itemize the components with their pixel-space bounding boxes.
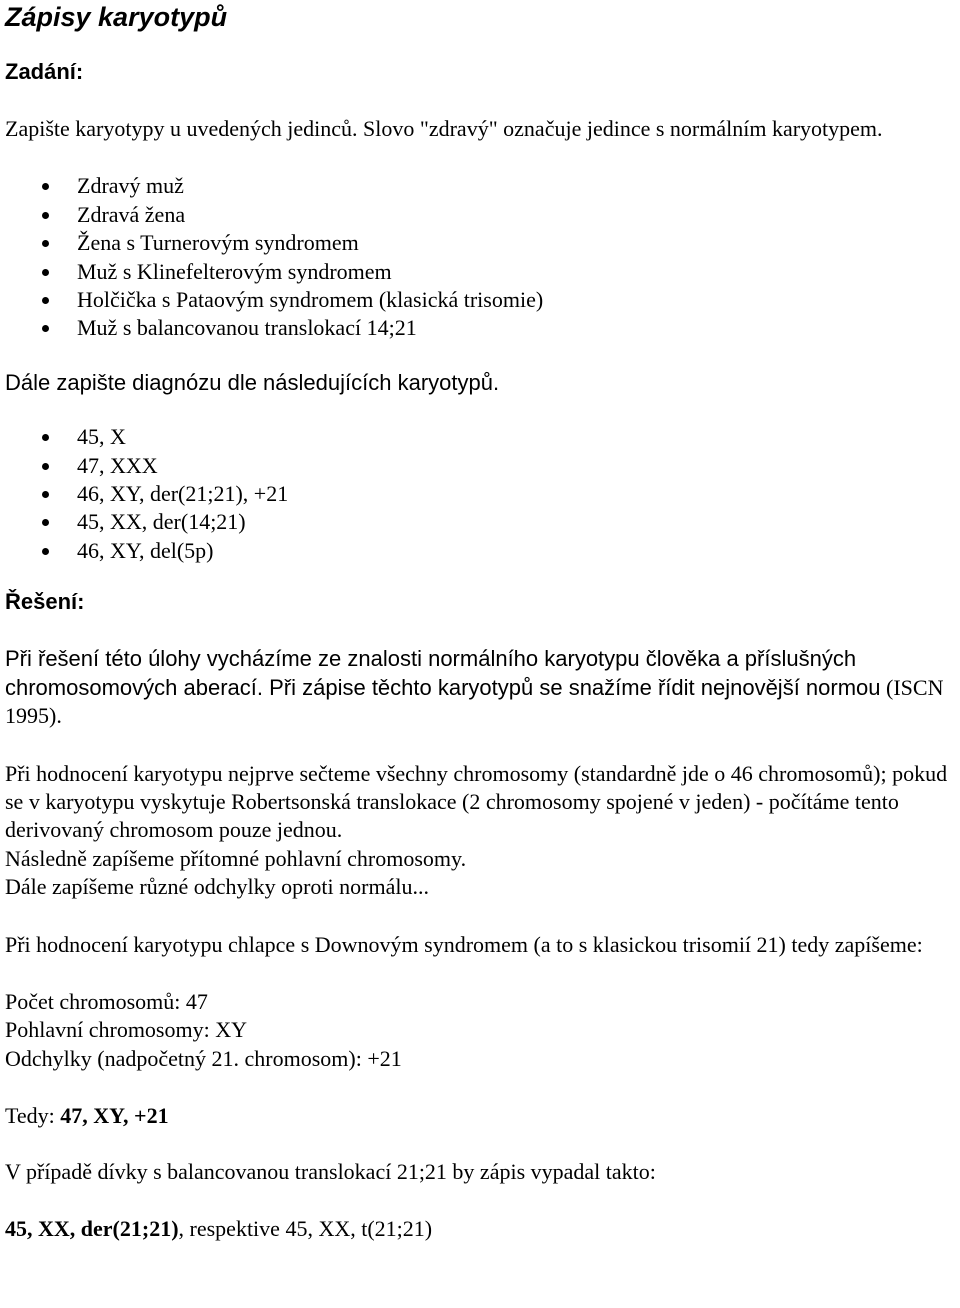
- diagnosis-intro: Dále zapište diagnózu dle následujících karyotypů.: [5, 369, 500, 395]
- list-item: 45, X: [5, 423, 957, 451]
- result-line: [5, 1102, 957, 1130]
- sex-chromosomes-line: Pohlavní chromosomy: XY: [5, 1017, 247, 1043]
- paragraph-line: Dále zapíšeme různé odchylky oproti normálu...: [5, 874, 429, 900]
- final-karyotype-bold: 45, XX, der(21;21): [5, 1215, 179, 1241]
- deviation-line: Odchylky (nadpočetný 21. chromosom): +21: [5, 1045, 402, 1071]
- assignment-heading: Zadání:: [5, 59, 84, 84]
- bullet-icon: [42, 240, 49, 247]
- list-item: Muž s balancovanou translokací 14;21: [5, 314, 957, 342]
- karyotype-list: [5, 423, 957, 565]
- result-value: 47, XY, +21: [60, 1103, 169, 1129]
- bullet-icon: [42, 548, 49, 555]
- persons-list: [5, 172, 957, 342]
- bullet-icon: [42, 491, 49, 498]
- karyotype-summary: [5, 988, 957, 1073]
- girl-translocation-line: V případě dívky s balancovanou translokací 21;21 by zápis vypadal takto:: [5, 1158, 656, 1184]
- solution-paragraph-1-text: Při řešení této úlohy vycházíme ze znalosti normálního karyotypu člověka a příslušných chromosomových aberací. Při zápise těchto karyotypů se snažíme řídit nejnovější normou: [5, 646, 881, 700]
- list-item: 46, XY, del(5p): [5, 537, 957, 565]
- bullet-icon: [42, 212, 49, 219]
- bullet-icon: [42, 434, 49, 441]
- final-karyotype-line: [5, 1215, 957, 1243]
- solution-heading: Řešení:: [5, 589, 85, 615]
- bullet-icon: [42, 519, 49, 526]
- solution-paragraph-1-norm: (ISCN 1995).: [5, 674, 944, 729]
- bullet-icon: [42, 463, 49, 470]
- paragraph-line: Následně zapíšeme přítomné pohlavní chromosomy.: [5, 845, 467, 871]
- final-karyotype-alt: , respektive 45, XX, t(21;21): [178, 1215, 433, 1241]
- page-title: Zápisy karyotypů: [5, 2, 228, 32]
- list-item: Zdravý muž: [5, 172, 957, 200]
- list-item: Muž s Klinefelterovým syndromem: [5, 258, 957, 286]
- list-item: Žena s Turnerovým syndromem: [5, 229, 957, 257]
- solution-paragraph-1: [5, 645, 957, 730]
- solution-paragraph-2: [5, 760, 957, 902]
- result-label: Tedy:: [5, 1103, 61, 1129]
- paragraph-line: Při hodnocení karyotypu nejprve sečteme všechny chromosomy (standardně jde o 46 chromosomů); pokud se v karyotypu vyskytuje Robertsonská translokace (2 chromosomy spojené v jeden) - počítáme tento derivovaný chromosom pouze jednou.: [5, 760, 948, 843]
- list-item: 45, XX, der(14;21): [5, 508, 957, 536]
- document-page: [5, 0, 957, 1243]
- bullet-icon: [42, 183, 49, 190]
- solution-paragraph-3: Při hodnocení karyotypu chlapce s Downovým syndromem (a to s klasickou trisomií 21) tedy zapíšeme:: [5, 931, 923, 957]
- list-item: 47, XXX: [5, 452, 957, 480]
- list-item: Holčička s Pataovým syndromem (klasická trisomie): [5, 286, 957, 314]
- bullet-icon: [42, 325, 49, 332]
- list-item: 46, XY, der(21;21), +21: [5, 480, 957, 508]
- assignment-intro: Zapište karyotypy u uvedených jedinců. Slovo "zdravý" označuje jedince s normálním karyotypem.: [5, 116, 883, 141]
- bullet-icon: [42, 297, 49, 304]
- list-item: Zdravá žena: [5, 201, 957, 229]
- bullet-icon: [42, 269, 49, 276]
- count-line: Počet chromosomů: 47: [5, 988, 208, 1014]
